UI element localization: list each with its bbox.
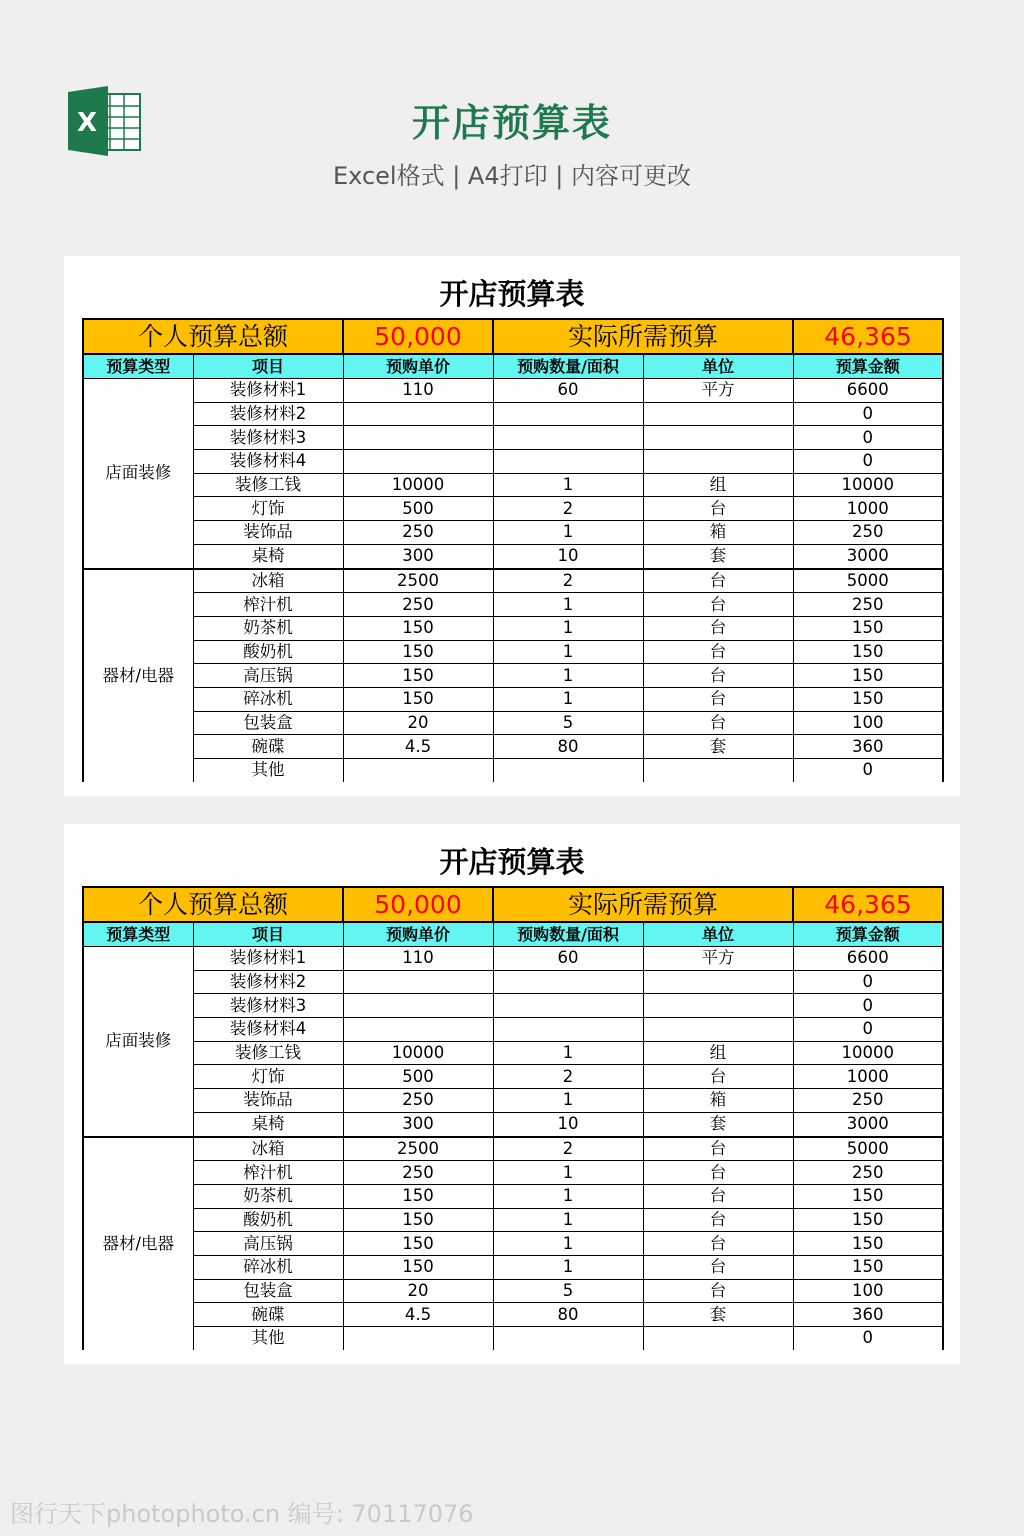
table-cell: 2 [493, 1065, 643, 1089]
table-cell: 1 [493, 664, 643, 688]
table-cell: 1 [493, 1255, 643, 1279]
table-cell: 0 [793, 426, 943, 450]
table-cell: 灯饰 [193, 497, 343, 521]
table-row [83, 664, 943, 688]
budget-type-cell: 店面装修 [83, 947, 193, 1137]
budget-type-cell: 器材/电器 [83, 569, 193, 782]
table-cell: 150 [793, 1232, 943, 1256]
table-cell: 150 [343, 640, 493, 664]
table-cell: 500 [343, 1065, 493, 1089]
table-cell: 250 [793, 1089, 943, 1113]
column-header: 单位 [643, 354, 793, 379]
table-cell: 250 [793, 593, 943, 617]
budget-table [82, 318, 944, 782]
table-cell: 150 [343, 1255, 493, 1279]
table-row [83, 1255, 943, 1279]
table-cell: 250 [793, 521, 943, 545]
table-cell: 10000 [793, 473, 943, 497]
table-cell: 其他 [193, 1327, 343, 1350]
table-cell: 150 [343, 687, 493, 711]
table-cell: 20 [343, 1279, 493, 1303]
column-header: 预购单价 [343, 354, 493, 379]
table-cell: 平方 [643, 379, 793, 403]
personal-budget-label: 个人预算总额 [83, 319, 343, 354]
table-cell: 10000 [343, 1041, 493, 1065]
table-cell: 碎冰机 [193, 687, 343, 711]
table-cell: 2500 [343, 1137, 493, 1161]
table-cell: 20 [343, 711, 493, 735]
table-cell: 台 [643, 1232, 793, 1256]
table-cell: 桌椅 [193, 1112, 343, 1136]
table-cell: 奶茶机 [193, 1184, 343, 1208]
table-cell: 台 [643, 569, 793, 593]
table-cell: 箱 [643, 521, 793, 545]
table-cell: 1 [493, 593, 643, 617]
table-cell: 1 [493, 521, 643, 545]
table-cell [343, 402, 493, 426]
table-cell: 4.5 [343, 1303, 493, 1327]
table-cell: 台 [643, 1255, 793, 1279]
table-cell: 360 [793, 735, 943, 759]
table-cell: 100 [793, 711, 943, 735]
table-cell: 150 [343, 1184, 493, 1208]
table-cell: 10 [493, 544, 643, 568]
table-cell: 组 [643, 1041, 793, 1065]
column-header: 项目 [193, 354, 343, 379]
table-cell: 装修材料4 [193, 450, 343, 474]
table-cell: 150 [343, 1232, 493, 1256]
table-cell: 装修材料2 [193, 970, 343, 994]
table-row [83, 450, 943, 474]
table-cell: 150 [793, 1184, 943, 1208]
table-row [83, 1089, 943, 1113]
table-cell: 250 [793, 1161, 943, 1185]
page-title: 开店预算表 [411, 101, 612, 145]
table-cell: 5 [493, 1279, 643, 1303]
budget-type-cell: 店面装修 [83, 379, 193, 569]
table-cell: 碗碟 [193, 735, 343, 759]
table-cell [643, 1327, 793, 1350]
table-row [83, 521, 943, 545]
table-cell: 250 [343, 521, 493, 545]
table-cell: 0 [793, 759, 943, 782]
personal-budget-value: 50,000 [343, 319, 493, 354]
table-cell [493, 1018, 643, 1042]
table-row [83, 473, 943, 497]
table-cell: 榨汁机 [193, 593, 343, 617]
table-cell: 台 [643, 1161, 793, 1185]
table-cell [343, 1018, 493, 1042]
table-cell: 360 [793, 1303, 943, 1327]
table-cell: 6600 [793, 947, 943, 971]
table-cell: 榨汁机 [193, 1161, 343, 1185]
table-cell: 2 [493, 497, 643, 521]
table-row [83, 1065, 943, 1089]
column-header: 预购数量/面积 [493, 922, 643, 947]
table-cell [493, 402, 643, 426]
table-cell [343, 994, 493, 1018]
table-cell: 1000 [793, 1065, 943, 1089]
sheet-title: 开店预算表 [439, 845, 585, 879]
table-cell: 套 [643, 1303, 793, 1327]
table-cell: 1 [493, 616, 643, 640]
header-row [83, 922, 943, 947]
table-cell: 装修工钱 [193, 473, 343, 497]
table-cell: 150 [793, 687, 943, 711]
table-cell: 5000 [793, 569, 943, 593]
table-cell: 2500 [343, 569, 493, 593]
table-cell: 装修材料3 [193, 994, 343, 1018]
table-cell [343, 1327, 493, 1350]
table-cell: 酸奶机 [193, 640, 343, 664]
table-cell: 80 [493, 735, 643, 759]
table-cell: 包装盒 [193, 1279, 343, 1303]
table-cell: 1 [493, 1161, 643, 1185]
summary-row [83, 319, 943, 354]
table-cell: 1 [493, 1232, 643, 1256]
table-cell [643, 1018, 793, 1042]
table-cell: 5000 [793, 1137, 943, 1161]
sheet-preview-card [64, 824, 960, 1364]
table-row [83, 1303, 943, 1327]
table-cell: 酸奶机 [193, 1208, 343, 1232]
table-cell: 150 [793, 664, 943, 688]
sheet-title: 开店预算表 [439, 277, 585, 311]
table-cell: 桌椅 [193, 544, 343, 568]
table-row [83, 379, 943, 403]
table-cell [343, 970, 493, 994]
table-cell: 1 [493, 1041, 643, 1065]
table-row [83, 1018, 943, 1042]
table-cell: 1 [493, 1184, 643, 1208]
table-row [83, 1184, 943, 1208]
table-row [83, 426, 943, 450]
table-cell: 台 [643, 616, 793, 640]
table-cell: 高压锅 [193, 1232, 343, 1256]
table-cell: 60 [493, 947, 643, 971]
table-cell: 冰箱 [193, 1137, 343, 1161]
actual-budget-value: 46,365 [793, 887, 943, 922]
table-cell [493, 426, 643, 450]
table-cell: 台 [643, 593, 793, 617]
table-cell: 装修工钱 [193, 1041, 343, 1065]
table-cell: 500 [343, 497, 493, 521]
table-cell: 套 [643, 735, 793, 759]
table-cell: 150 [343, 664, 493, 688]
column-header: 预算金额 [793, 922, 943, 947]
table-cell: 套 [643, 544, 793, 568]
table-row [83, 994, 943, 1018]
personal-budget-value: 50,000 [343, 887, 493, 922]
table-cell: 110 [343, 379, 493, 403]
table-cell [493, 970, 643, 994]
table-cell: 包装盒 [193, 711, 343, 735]
table-cell: 150 [793, 1208, 943, 1232]
column-header: 预算金额 [793, 354, 943, 379]
column-header: 预购数量/面积 [493, 354, 643, 379]
table-row [83, 544, 943, 568]
table-row [83, 970, 943, 994]
table-cell: 100 [793, 1279, 943, 1303]
table-cell: 4.5 [343, 735, 493, 759]
table-cell: 平方 [643, 947, 793, 971]
table-cell [643, 970, 793, 994]
table-cell: 台 [643, 1184, 793, 1208]
table-cell: 奶茶机 [193, 616, 343, 640]
column-header: 预购单价 [343, 922, 493, 947]
table-cell: 1 [493, 640, 643, 664]
column-header: 预算类型 [83, 922, 193, 947]
table-cell: 0 [793, 994, 943, 1018]
table-row [83, 497, 943, 521]
actual-budget-value: 46,365 [793, 319, 943, 354]
table-row [83, 593, 943, 617]
table-cell [343, 450, 493, 474]
table-row [83, 947, 943, 971]
watermark-text: 图行天下photophoto.cn 编号: 70117076 [10, 1500, 474, 1528]
table-cell: 装饰品 [193, 1089, 343, 1113]
table-cell: 110 [343, 947, 493, 971]
table-cell: 1 [493, 473, 643, 497]
table-cell: 套 [643, 1112, 793, 1136]
table-cell: 250 [343, 1089, 493, 1113]
table-cell: 装修材料4 [193, 1018, 343, 1042]
table-cell: 10000 [343, 473, 493, 497]
table-cell: 0 [793, 970, 943, 994]
table-cell: 灯饰 [193, 1065, 343, 1089]
table-row [83, 1041, 943, 1065]
table-cell: 0 [793, 1018, 943, 1042]
table-row [83, 616, 943, 640]
table-cell: 150 [793, 616, 943, 640]
table-row [83, 1232, 943, 1256]
table-cell: 装修材料1 [193, 379, 343, 403]
table-cell [643, 426, 793, 450]
table-row [83, 640, 943, 664]
table-cell: 台 [643, 711, 793, 735]
table-cell: 0 [793, 402, 943, 426]
page-subtitle: Excel格式 | A4打印 | 内容可更改 [333, 162, 691, 190]
table-row [83, 711, 943, 735]
table-row [83, 569, 943, 593]
table-cell: 60 [493, 379, 643, 403]
table-cell [643, 450, 793, 474]
table-cell [493, 1327, 643, 1350]
table-cell [343, 426, 493, 450]
table-cell: 台 [643, 1279, 793, 1303]
table-cell: 1 [493, 687, 643, 711]
table-cell [493, 759, 643, 782]
svg-text:X: X [76, 108, 98, 138]
table-cell: 高压锅 [193, 664, 343, 688]
table-cell: 300 [343, 1112, 493, 1136]
table-cell: 台 [643, 664, 793, 688]
table-cell: 150 [793, 640, 943, 664]
table-cell: 装修材料3 [193, 426, 343, 450]
table-cell: 150 [793, 1255, 943, 1279]
table-cell: 台 [643, 1137, 793, 1161]
table-row [83, 735, 943, 759]
table-cell: 1 [493, 1089, 643, 1113]
table-cell: 80 [493, 1303, 643, 1327]
table-cell: 台 [643, 1065, 793, 1089]
table-cell: 台 [643, 640, 793, 664]
table-cell: 3000 [793, 544, 943, 568]
table-cell: 10 [493, 1112, 643, 1136]
table-cell: 冰箱 [193, 569, 343, 593]
table-row [83, 1112, 943, 1136]
table-cell: 300 [343, 544, 493, 568]
table-cell [643, 994, 793, 1018]
budget-table [82, 886, 944, 1350]
table-cell: 装饰品 [193, 521, 343, 545]
summary-row [83, 887, 943, 922]
table-cell: 台 [643, 1208, 793, 1232]
table-row [83, 1327, 943, 1350]
table-cell: 10000 [793, 1041, 943, 1065]
table-cell: 150 [343, 616, 493, 640]
table-cell: 装修材料1 [193, 947, 343, 971]
table-row [83, 687, 943, 711]
table-cell: 其他 [193, 759, 343, 782]
column-header: 单位 [643, 922, 793, 947]
table-row [83, 759, 943, 782]
budget-type-cell: 器材/电器 [83, 1137, 193, 1350]
table-cell [643, 759, 793, 782]
table-cell [343, 759, 493, 782]
table-cell: 2 [493, 1137, 643, 1161]
table-cell: 箱 [643, 1089, 793, 1113]
table-cell: 台 [643, 687, 793, 711]
table-cell: 1 [493, 1208, 643, 1232]
actual-budget-label: 实际所需预算 [493, 887, 793, 922]
personal-budget-label: 个人预算总额 [83, 887, 343, 922]
table-cell [493, 450, 643, 474]
table-cell: 组 [643, 473, 793, 497]
table-cell: 5 [493, 711, 643, 735]
table-row [83, 1137, 943, 1161]
table-cell: 2 [493, 569, 643, 593]
table-row [83, 1279, 943, 1303]
table-cell: 0 [793, 1327, 943, 1350]
table-cell: 250 [343, 1161, 493, 1185]
table-row [83, 402, 943, 426]
sheet-preview-card [64, 256, 960, 796]
header-row [83, 354, 943, 379]
table-cell: 3000 [793, 1112, 943, 1136]
table-row [83, 1161, 943, 1185]
column-header: 项目 [193, 922, 343, 947]
table-cell: 碎冰机 [193, 1255, 343, 1279]
table-cell: 碗碟 [193, 1303, 343, 1327]
actual-budget-label: 实际所需预算 [493, 319, 793, 354]
table-cell: 装修材料2 [193, 402, 343, 426]
table-cell: 250 [343, 593, 493, 617]
table-cell: 台 [643, 497, 793, 521]
table-cell: 150 [343, 1208, 493, 1232]
table-cell: 1000 [793, 497, 943, 521]
table-cell: 0 [793, 450, 943, 474]
column-header: 预算类型 [83, 354, 193, 379]
table-cell [493, 994, 643, 1018]
table-cell [643, 402, 793, 426]
table-cell: 6600 [793, 379, 943, 403]
table-row [83, 1208, 943, 1232]
